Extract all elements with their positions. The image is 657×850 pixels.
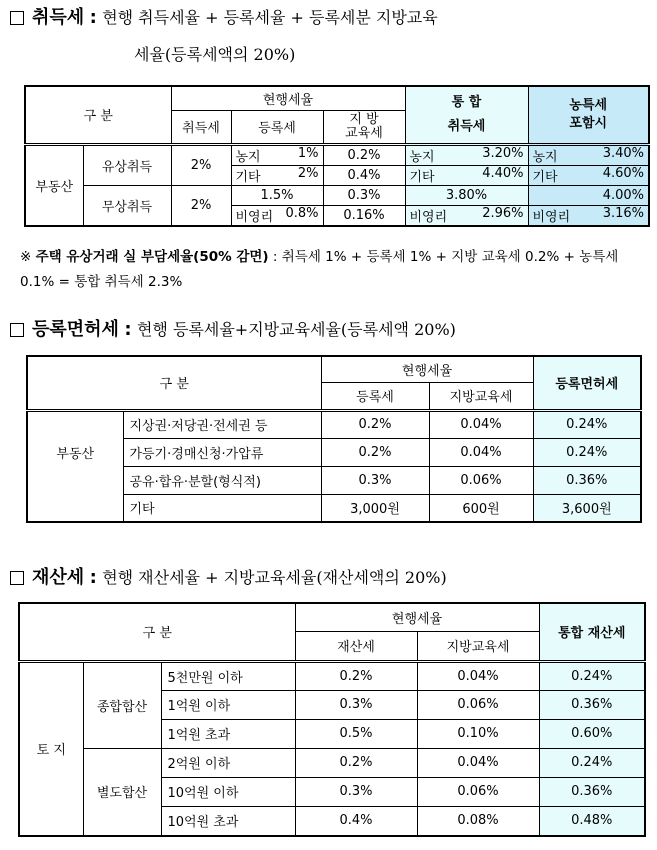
header-current-rate: 현행세율 bbox=[321, 356, 533, 382]
registration-tax-table bbox=[26, 355, 642, 523]
section-desc: 현행 재산세율 + 지방교육세율(재산세액의 20%) bbox=[102, 568, 447, 587]
section-heading-registration bbox=[10, 318, 456, 342]
sub-free: 무상취득 bbox=[83, 185, 171, 226]
checkbox-square-icon bbox=[10, 11, 24, 25]
sub-paid: 유상취득 bbox=[83, 144, 171, 185]
header-edu: 지 방 교육세 bbox=[323, 110, 405, 144]
cell-acq-rate: 2% bbox=[171, 185, 231, 226]
header-gubun: 구 분 bbox=[25, 86, 171, 144]
property-tax-table bbox=[18, 602, 646, 837]
cell-prop: 0.2% bbox=[295, 661, 417, 690]
cell-reg: 1.5% bbox=[231, 185, 323, 205]
cell-prop: 0.4% bbox=[295, 806, 417, 836]
cell-prop: 0.5% bbox=[295, 719, 417, 748]
cell-edu: 0.10% bbox=[417, 719, 539, 748]
cell-edu: 0.04% bbox=[417, 661, 539, 690]
cell-total: 0.24% bbox=[533, 410, 641, 438]
row-label: 10억원 초과 bbox=[161, 806, 295, 836]
row-label: 1억원 초과 bbox=[161, 719, 295, 748]
cell-edu: 0.06% bbox=[417, 777, 539, 806]
header-reg: 등록세 bbox=[321, 382, 429, 410]
cell-total: 0.24% bbox=[539, 748, 645, 777]
title-colon: : bbox=[89, 567, 97, 588]
row-label: 1억원 이하 bbox=[161, 690, 295, 719]
section-desc-continued: 세율(등록세액의 20%) bbox=[134, 45, 296, 64]
cell-edu: 0.08% bbox=[417, 806, 539, 836]
note-bold: 주택 유상거래 실 부담세율(50% 감면) bbox=[35, 249, 269, 265]
header-current-rate: 현행세율 bbox=[171, 86, 405, 110]
cell-reg: 농지 1% bbox=[231, 144, 323, 165]
category-realestate: 부동산 bbox=[25, 144, 83, 226]
cell-reg: 기타 2% bbox=[231, 165, 323, 185]
cell-total: 3,600원 bbox=[533, 494, 641, 522]
header-integrated-property: 통합 재산세 bbox=[539, 603, 645, 661]
header-farm-tax: 농특세 포함시 bbox=[528, 86, 649, 144]
cell-edu: 0.06% bbox=[429, 466, 533, 494]
cell-prop: 0.2% bbox=[295, 748, 417, 777]
cell-total: 0.36% bbox=[533, 466, 641, 494]
category-realestate: 부동산 bbox=[27, 410, 123, 494]
note-mark: ※ bbox=[20, 249, 32, 265]
group-separate: 별도합산 bbox=[83, 748, 161, 836]
title-colon: : bbox=[124, 319, 132, 340]
header-edu: 지방교육세 bbox=[417, 631, 539, 661]
cell-total: 0.48% bbox=[539, 806, 645, 836]
header-edu: 지방교육세 bbox=[429, 382, 533, 410]
section-title: 취득세 bbox=[32, 7, 85, 28]
cell-reg: 0.2% bbox=[321, 410, 429, 438]
cell-edu: 600원 bbox=[429, 494, 533, 522]
header-integrated-acq: 통 합 취득세 bbox=[405, 86, 528, 144]
cell-farm: 농지 3.40% bbox=[528, 144, 649, 165]
checkbox-square-icon bbox=[10, 323, 24, 337]
cell-total: 농지 3.20% bbox=[405, 144, 528, 165]
cell-acq-rate: 2% bbox=[171, 144, 231, 185]
cell-reg: 비영리 0.8% bbox=[231, 205, 323, 226]
row-label: 지상권·저당권·전세권 등 bbox=[123, 410, 321, 438]
category-land: 토 지 bbox=[19, 661, 83, 836]
cell-total: 비영리 2.96% bbox=[405, 205, 528, 226]
cell-farm: 비영리 3.16% bbox=[528, 205, 649, 226]
header-prop: 재산세 bbox=[295, 631, 417, 661]
cell-total: 0.36% bbox=[539, 690, 645, 719]
row-label: 10억원 이하 bbox=[161, 777, 295, 806]
acquisition-tax-table bbox=[24, 85, 650, 227]
title-colon: : bbox=[89, 7, 97, 28]
row-label: 가등기·경매신청·가압류 bbox=[123, 438, 321, 466]
cell-reg: 0.3% bbox=[321, 466, 429, 494]
category-spacer bbox=[27, 494, 123, 522]
cell-total: 0.60% bbox=[539, 719, 645, 748]
header-gubun: 구 분 bbox=[27, 356, 321, 410]
cell-edu: 0.4% bbox=[323, 165, 405, 185]
cell-edu: 0.04% bbox=[417, 748, 539, 777]
section-title: 재산세 bbox=[32, 567, 85, 588]
section-heading-acquisition bbox=[10, 6, 438, 30]
cell-edu: 0.16% bbox=[323, 205, 405, 226]
header-gubun: 구 분 bbox=[19, 603, 295, 661]
cell-edu: 0.3% bbox=[323, 185, 405, 205]
cell-edu: 0.04% bbox=[429, 410, 533, 438]
header-current-rate: 현행세율 bbox=[295, 603, 539, 631]
row-label: 2억원 이하 bbox=[161, 748, 295, 777]
cell-prop: 0.3% bbox=[295, 690, 417, 719]
cell-edu: 0.06% bbox=[417, 690, 539, 719]
row-label: 5천만원 이하 bbox=[161, 661, 295, 690]
header-reg-license: 등록면허세 bbox=[533, 356, 641, 410]
cell-total: 기타 4.40% bbox=[405, 165, 528, 185]
cell-farm: 기타 4.60% bbox=[528, 165, 649, 185]
cell-total: 0.36% bbox=[539, 777, 645, 806]
cell-farm: 4.00% bbox=[528, 185, 649, 205]
cell-edu: 0.04% bbox=[429, 438, 533, 466]
group-combined: 종합합산 bbox=[83, 661, 161, 748]
header-reg: 등록세 bbox=[231, 110, 323, 144]
section-desc: 현행 취득세율 + 등록세율 + 등록세분 지방교육 bbox=[102, 8, 438, 27]
cell-total: 0.24% bbox=[539, 661, 645, 690]
note-housing bbox=[20, 245, 640, 295]
section-desc: 현행 등록세율+지방교육세율(등록세액 20%) bbox=[136, 320, 456, 339]
row-label: 기타 bbox=[123, 494, 321, 522]
header-acq: 취득세 bbox=[171, 110, 231, 144]
section-title: 등록면허세 bbox=[32, 319, 119, 340]
row-label: 공유·합유·분할(형식적) bbox=[123, 466, 321, 494]
cell-reg: 3,000원 bbox=[321, 494, 429, 522]
cell-reg: 0.2% bbox=[321, 438, 429, 466]
cell-prop: 0.3% bbox=[295, 777, 417, 806]
cell-total: 0.24% bbox=[533, 438, 641, 466]
checkbox-square-icon bbox=[10, 571, 24, 585]
cell-edu: 0.2% bbox=[323, 144, 405, 165]
note-text: : 취득세 1% + 등록세 1% + 지방 교육세 0.2% + 농특세 0.1% = 통합 취득세 2.3% bbox=[20, 249, 619, 290]
cell-total: 3.80% bbox=[405, 185, 528, 205]
section-heading-property bbox=[10, 566, 447, 590]
